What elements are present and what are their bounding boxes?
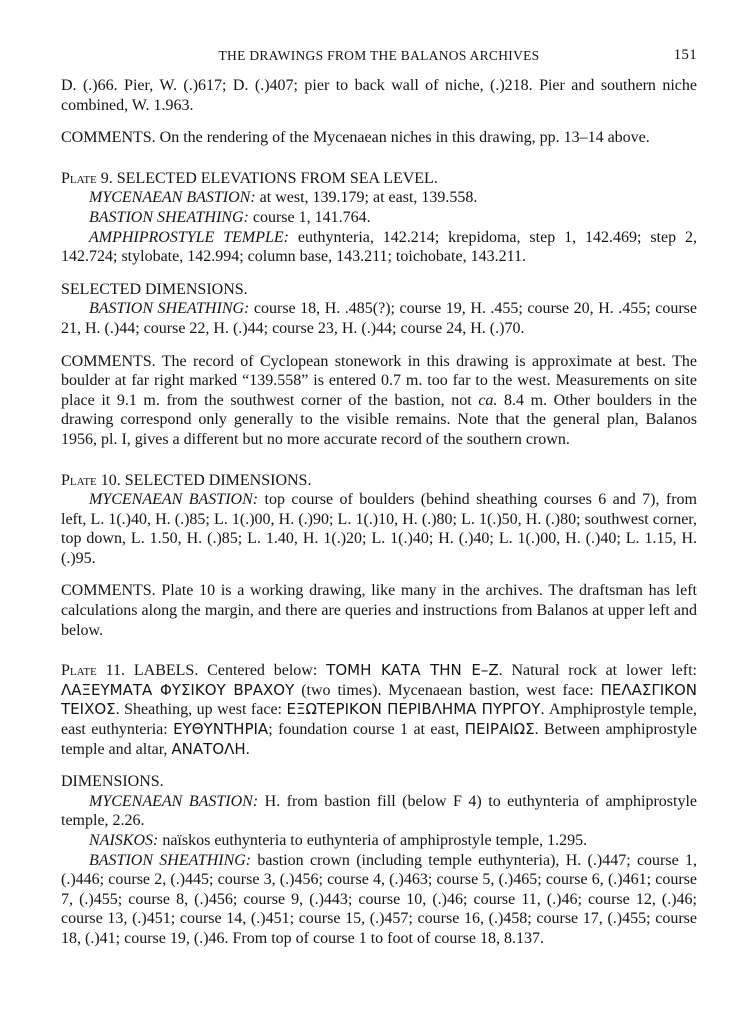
label-text: . Sheathing, up west face:	[115, 701, 287, 719]
plate-9-heading-text: 9. SELECTED ELEVATIONS FROM SEA LEVEL.	[96, 169, 438, 187]
row-text: naïskos euthynteria to euthynteria of amphiprostyle temple, 1.295.	[158, 832, 588, 849]
plate-10-comments: COMMENTS. Plate 10 is a working drawing, like many in the archives. The draftsman has left calculations along the margin, and there are queries and instructions from Balanos at upper left and below.	[61, 582, 697, 639]
plate-11-dims-heading: DIMENSIONS.	[61, 773, 164, 791]
row-label: MYCENAEAN BASTION:	[89, 189, 256, 207]
row-text: H. from bastion fill (below F 4) to euthynteria of amphiprostyle temple, 2.26.	[61, 792, 697, 830]
row-text: bastion crown (including temple euthynteria), H. (.)447; course 1, (.)446; course 2, (.)445; course 3, (.)456; course 4, (.)463; course 5, (.)465; course 6, (.)461; course 7, (.)455; course 8, (.)456; course 9, (.)443; course 10, (.)46; course 11, (.)46; course 12, (.)46; course 13, (.)451; course 14, (.)451; course 15, (.)457; course 16, (.)458; course 17, (.)455; course 18, (.)41; course 19, (.)46. From top of course 1 to foot of course 18, 8.137.	[61, 851, 698, 947]
section-plate-11	[61, 661, 697, 948]
greek-label: ΠΕΛΑΣΓΙΚΟΝ ΤΕΙΧΟΣ	[61, 680, 697, 719]
plate-11-row-bastion	[61, 792, 697, 831]
row-label: MYCENAEAN BASTION:	[89, 491, 259, 509]
plate-9-row-temple	[61, 228, 697, 267]
plate-label: Plate	[61, 662, 97, 680]
greek-label: ΕΞΩΤΕΡΙΚΟΝ ΠΕΡΙΒΛΗΜΑ ΠΥΡΓΟΥ	[286, 700, 541, 719]
row-label: BASTION SHEATHING:	[89, 851, 252, 869]
plate-label: Plate	[61, 471, 97, 489]
running-head	[61, 46, 697, 68]
row-label: BASTION SHEATHING:	[89, 208, 249, 226]
page	[61, 46, 697, 949]
comments-text: COMMENTS. The record of Cyclopean stonework in this drawing is approximate at best. The boulder at far right marked “139.558” is entered 0.7 m. too far to the west. Measurements on site place it 9.1 m. from the southwest corner of the bastion, not	[61, 352, 697, 409]
greek-label: ΕΥΘΥΝΤΗΡΙΑ	[173, 720, 269, 739]
plate-10-row-bastion	[61, 490, 697, 568]
paragraph-comments-niches: COMMENTS. On the rendering of the Mycenaean niches in this drawing, pp. 13–14 above.	[61, 129, 650, 147]
comments-ca: ca.	[478, 391, 498, 409]
label-text: .	[245, 740, 250, 758]
row-text: at west, 139.179; at east, 139.558.	[255, 189, 478, 207]
row-text: euthynteria, 142.214; krepidoma, step 1, 142.469; step 2, 142.724; stylobate, 142.994; column base, 143.211; toichobate, 143.211.	[61, 228, 697, 266]
plate-11-row-sheathing	[61, 851, 697, 949]
row-label: BASTION SHEATHING:	[89, 300, 250, 318]
label-text: . Between amphiprostyle temple and altar,	[61, 721, 697, 758]
greek-label: ΠΕΙΡΑΙΩΣ	[464, 720, 535, 739]
section-plate-10	[61, 471, 697, 641]
section-plate-9	[61, 169, 697, 450]
plate-9-dims-heading: SELECTED DIMENSIONS.	[61, 280, 248, 298]
plate-11-heading-text: 11. LABELS. Centered below:	[96, 662, 327, 680]
plate-11-row-naiskos	[61, 831, 697, 851]
plate-9-comments	[61, 352, 697, 450]
comments-tail: 8.4 m. Other boulders in the drawing correspond only generally to the visible remains. Note that the general plan, Balanos 1956, pl. I, gives a different but no more accurate record of the southern crown.	[61, 391, 698, 448]
plate-11-labels	[61, 661, 697, 759]
running-title: THE DRAWINGS FROM THE BALANOS ARCHIVES	[218, 48, 540, 63]
row-label: MYCENAEAN BASTION:	[89, 792, 259, 810]
plate-label: Plate	[61, 169, 97, 187]
row-label: NAISKOS:	[89, 832, 159, 849]
row-text: top course of boulders (behind sheathing courses 6 and 7), from left, L. 1(.)40, H. (.)85; L. 1(.)00, H. (.)90; L. 1(.)10, H. (.)80; L. 1(.)50, H. (.)80; southwest corner, top down, L. 1.50, H. (.)85; L. 1.40, H. 1(.)20; L. 1(.)40; H. (.)40; L. 1(.)00, H. (.)40; L. 1.15, H. (.)95.	[61, 491, 698, 567]
plate-9-dims-row	[61, 299, 697, 338]
label-text: (two times). Mycenaean bastion, west face:	[294, 681, 601, 699]
plate-9-row-sheathing	[61, 208, 697, 228]
label-text: ; foundation course 1 at east,	[268, 721, 465, 739]
page-number: 151	[673, 47, 697, 63]
greek-label: ΛΑΞΕΥΜΑΤΑ ΦΥΣΙΚΟΥ ΒΡΑΧΟΥ	[61, 680, 295, 699]
row-text: course 18, H. .485(?); course 19, H. .455; course 20, H. .455; course 21, H. (.)44; course 22, H. (.)44; course 23, H. (.)44; course 24, H. (.)70.	[61, 300, 697, 337]
plate-10-heading-text: 10. SELECTED DIMENSIONS.	[96, 471, 312, 489]
row-text: course 1, 141.764.	[248, 208, 371, 226]
paragraph-pier-dimensions: D. (.)66. Pier, W. (.)617; D. (.)407; pier to back wall of niche, (.)218. Pier and southern niche combined, W. 1.963.	[61, 77, 697, 114]
row-label: AMPHIPROSTYLE TEMPLE:	[89, 228, 289, 246]
greek-label: ΤΟΜΗ ΚΑΤΑ ΤΗΝ Ε–Ζ	[326, 661, 499, 680]
plate-9-heading	[61, 169, 697, 189]
plate-10-heading	[61, 471, 697, 491]
plate-9-row-bastion	[61, 188, 697, 208]
label-text: . Amphiprostyle temple, east euthynteria:	[61, 701, 697, 739]
greek-label: ΑΝΑΤΟΛΗ	[171, 739, 246, 758]
label-text: . Natural rock at lower left:	[498, 662, 697, 680]
